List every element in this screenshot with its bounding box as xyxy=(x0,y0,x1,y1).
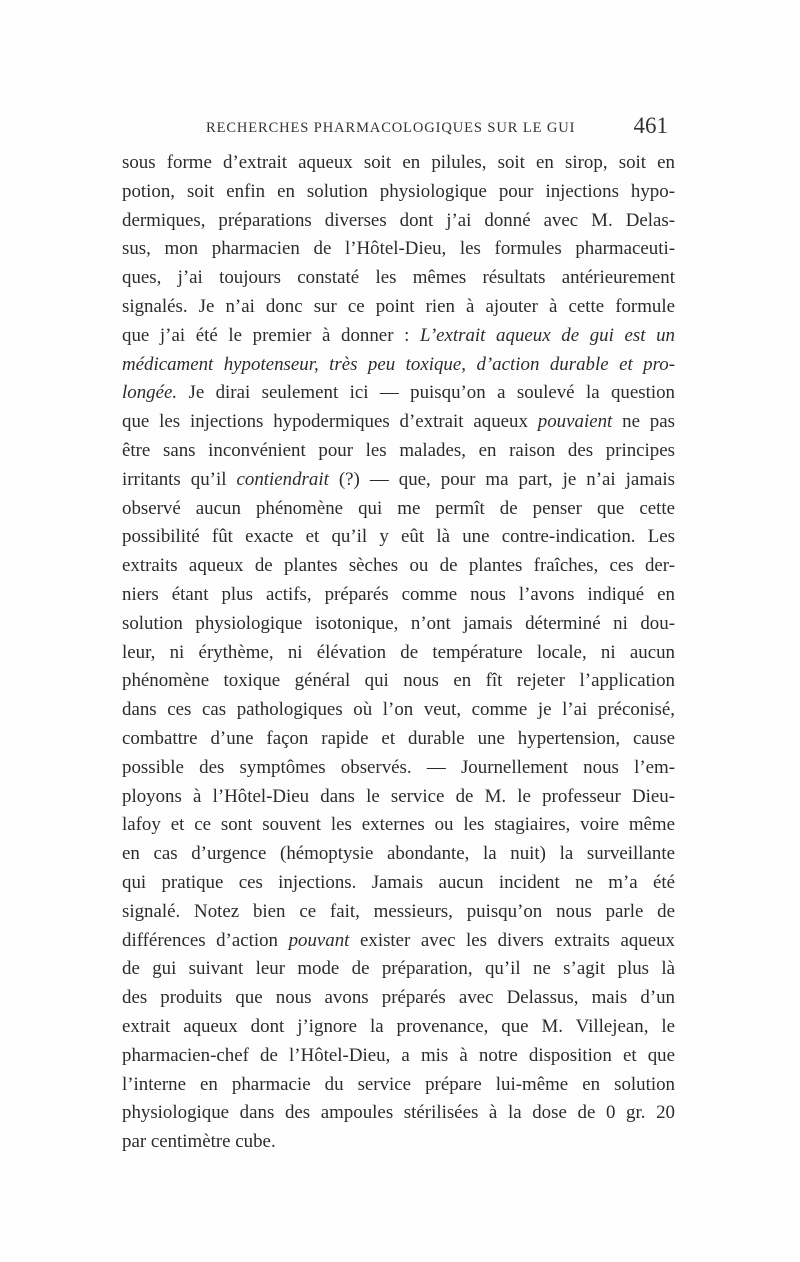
text-run: Je dirai seulement ici — puisqu’on a soulevé la question xyxy=(177,382,675,404)
italic-text: pouvant xyxy=(288,929,350,951)
text-line xyxy=(122,408,675,437)
text-run: solution physiologique isotonique, n’ont jamais déterminé ni dou- xyxy=(122,612,675,634)
text-line xyxy=(122,754,675,783)
text-run: des produits que nous avons préparés avec Delassus, mais d’un xyxy=(122,987,675,1009)
text-run: (?) — que, pour ma part, je n’ai jamais xyxy=(328,468,675,490)
text-line xyxy=(122,1042,675,1071)
running-head xyxy=(122,113,672,145)
italic-text: L’extrait aqueux de gui est un xyxy=(420,324,675,346)
page-number: 461 xyxy=(633,113,668,138)
text-line xyxy=(122,696,675,725)
text-line xyxy=(122,610,675,639)
text-line xyxy=(122,667,675,696)
text-line xyxy=(122,293,675,322)
italic-text: contiendrait xyxy=(236,468,329,490)
text-line xyxy=(122,1128,675,1157)
italic-text: médicament hypotenseur, très peu toxique, d’action durable et pro- xyxy=(122,353,675,375)
text-line xyxy=(122,322,675,351)
text-run: que j’ai été le premier à donner : xyxy=(122,324,421,346)
text-line xyxy=(122,840,675,869)
text-line xyxy=(122,379,675,408)
text-run: extraits aqueux de plantes sèches ou de plantes fraîches, ces der- xyxy=(122,555,675,577)
body-paragraph xyxy=(122,149,675,1157)
text-run: dans ces cas pathologiques où l’on veut, comme je l’ai préconisé, xyxy=(122,699,675,721)
text-line xyxy=(122,984,675,1013)
text-run: ques, j’ai toujours constaté les mêmes résultats antérieurement xyxy=(122,267,675,289)
text-run: sous forme d’extrait aqueux soit en pilules, soit en sirop, soit en xyxy=(122,152,675,173)
text-run: irritants qu’il xyxy=(122,468,237,490)
text-line xyxy=(122,1013,675,1042)
text-line xyxy=(122,1099,675,1128)
text-run: niers étant plus actifs, préparés comme nous l’avons indiqué en xyxy=(122,583,675,605)
text-line xyxy=(122,927,675,956)
running-title: RECHERCHES PHARMACOLOGIQUES SUR LE GUI xyxy=(206,120,576,136)
text-line xyxy=(122,235,675,264)
text-run: pharmacien-chef de l’Hôtel-Dieu, a mis à notre disposition et que xyxy=(122,1044,675,1066)
text-run: ployons à l’Hôtel-Dieu dans le service de M. le professeur Dieu- xyxy=(122,785,675,807)
text-run: possible des symptômes observés. — Journellement nous l’em- xyxy=(122,756,675,778)
text-run: signalé. Notez bien ce fait, messieurs, puisqu’on nous parle de xyxy=(122,900,675,922)
text-run: ne pas xyxy=(612,411,675,433)
text-line xyxy=(122,783,675,812)
text-run: par centimètre cube. xyxy=(122,1131,276,1153)
text-line xyxy=(122,581,675,610)
text-line xyxy=(122,811,675,840)
text-run: dermiques, préparations diverses dont j’ai donné avec M. Delas- xyxy=(122,209,675,231)
text-run: sus, mon pharmacien de l’Hôtel-Dieu, les formules pharmaceuti- xyxy=(122,238,675,260)
text-line xyxy=(122,639,675,668)
text-line xyxy=(122,898,675,927)
text-run: leur, ni érythème, ni élévation de température locale, ni aucun xyxy=(122,641,675,663)
text-line xyxy=(122,1071,675,1100)
text-line xyxy=(122,523,675,552)
text-run: être sans inconvénient pour les malades, en raison des principes xyxy=(122,439,675,461)
text-line xyxy=(122,869,675,898)
text-line xyxy=(122,725,675,754)
italic-text: longée. xyxy=(122,382,178,404)
text-line xyxy=(122,495,675,524)
text-line xyxy=(122,264,675,293)
text-run: l’interne en pharmacie du service prépare lui-même en solution xyxy=(122,1073,675,1095)
text-line xyxy=(122,207,675,236)
text-run: en cas d’urgence (hémoptysie abondante, la nuit) la surveillante xyxy=(122,843,675,865)
text-line xyxy=(122,552,675,581)
text-line xyxy=(122,466,675,495)
text-line xyxy=(122,437,675,466)
text-run: signalés. Je n’ai donc sur ce point rien à ajouter à cette formule xyxy=(122,295,675,317)
text-run: potion, soit enfin en solution physiologique pour injections hypo- xyxy=(122,180,675,202)
text-line xyxy=(122,178,675,207)
italic-text: pouvaient xyxy=(537,411,613,433)
text-line xyxy=(122,955,675,984)
text-run: extrait aqueux dont j’ignore la provenance, que M. Villejean, le xyxy=(122,1015,675,1037)
text-run: possibilité fût exacte et qu’il y eût là une contre-indication. Les xyxy=(122,526,675,548)
text-run: observé aucun phénomène qui me permît de penser que cette xyxy=(122,497,675,519)
text-run: de gui suivant leur mode de préparation, qu’il ne s’agit plus là xyxy=(122,958,675,980)
text-run: différences d’action xyxy=(122,929,289,951)
text-run: lafoy et ce sont souvent les externes ou les stagiaires, voire même xyxy=(122,814,675,836)
text-line xyxy=(122,149,675,178)
text-run: combattre d’une façon rapide et durable une hypertension, cause xyxy=(122,727,675,749)
text-run: phénomène toxique général qui nous en fît rejeter l’application xyxy=(122,670,675,692)
text-line xyxy=(122,351,675,380)
text-run: exister avec les divers extraits aqueux xyxy=(349,929,675,951)
text-run: que les injections hypodermiques d’extrait aqueux xyxy=(122,411,538,433)
text-run: physiologique dans des ampoules stérilisées à la dose de 0 gr. 20 xyxy=(122,1102,675,1124)
text-run: qui pratique ces injections. Jamais aucun incident ne m’a été xyxy=(122,871,675,893)
